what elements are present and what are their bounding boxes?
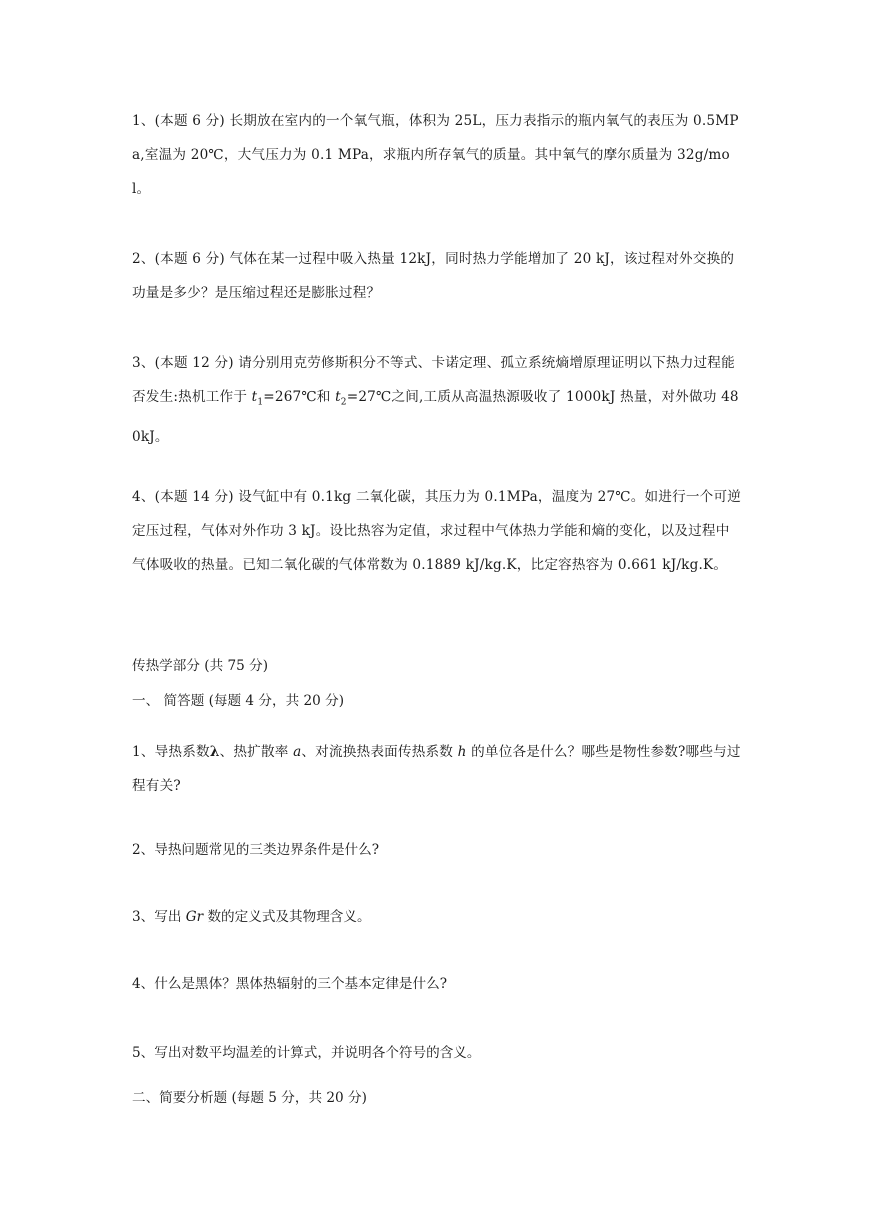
thermo-question-3 [132,346,742,454]
s1-text-a: 1、导热系数 [132,744,210,760]
s1-text-b: 、热扩散率 [219,744,294,760]
thermo-question-2: 2、(本题 6 分) 气体在某一过程中吸入热量 12kJ，同时热力学能增加了 20 kJ，该过程对外交换的功量是多少？是压缩过程还是膨胀过程？ [132,251,735,301]
thermo-question-4: 4、(本题 14 分) 设气缸中有 0.1kg 二氧化碳，其压力为 0.1MPa，温度为 27℃。如进行一个可逆定压过程，气体对外作功 3 kJ。设比热容为定值，求过程中气体热力学能和熵的变化，以及过程中气体吸收的热量。已知二氧化碳的气体常数为 0.1889 kJ/kg.K，比定容热容为 0.661 kJ/kg.K。 [132,489,742,573]
short-answer-3 [132,907,371,927]
short-answer-5: 5、写出对数平均温差的计算式，并说明各个符号的含义。 [132,1045,481,1061]
short-answer-4: 4、什么是黑体？黑体热辐射的三个基本定律是什么? [132,976,447,992]
s1-text-c: 、对流换热表面传热系数 [301,744,458,760]
s3-text-b: 数的定义式及其物理含义。 [203,909,371,925]
q3-t1-value: =267℃和 [263,389,336,405]
a-symbol: a [293,744,302,760]
t1-subscript: 1 [257,397,264,408]
q3-text-a: 3、(本题 12 分) 请分别用克劳修斯积分不等式、卡诺定理、孤立系统熵增原理证明以下热力过程能否发生:热机工作于 [132,355,735,405]
heat-transfer-section-title: 传热学部分 (共 75 分) [132,658,269,674]
t1-symbol: t [251,389,258,405]
s1-text-d: 的单位各是什么？哪些是物性参数?哪些与过程有关? [132,744,741,794]
short-answer-1 [132,735,742,803]
thermo-question-1: 1、(本题 6 分) 长期放在室内的一个氧气瓶，体积为 25L，压力表指示的瓶内氧气的表压为 0.5MPa,室温为 20℃，大气压力为 0.1 MPa，求瓶内所存氧气的质量。其中氧气的摩尔质量为 32g/mol。 [132,113,739,197]
s3-text-a: 3、写出 [132,909,186,925]
t2-symbol: t [335,389,341,405]
h-symbol: h [457,744,467,760]
q3-text-b: =27℃之间,工质从高温热源吸收了 1000kJ 热量，对外做功 480kJ。 [132,389,739,445]
t2-subscript: 2 [340,397,347,408]
gr-symbol: Gr [185,909,204,925]
analysis-heading: 二、简要分析题 (每题 5 分，共 20 分) [132,1090,367,1106]
short-answer-heading: 一、 简答题 (每题 4 分，共 20 分) [132,693,345,709]
lambda-symbol: λ [209,744,220,760]
short-answer-2: 2、导热问题常见的三类边界条件是什么? [132,842,380,858]
